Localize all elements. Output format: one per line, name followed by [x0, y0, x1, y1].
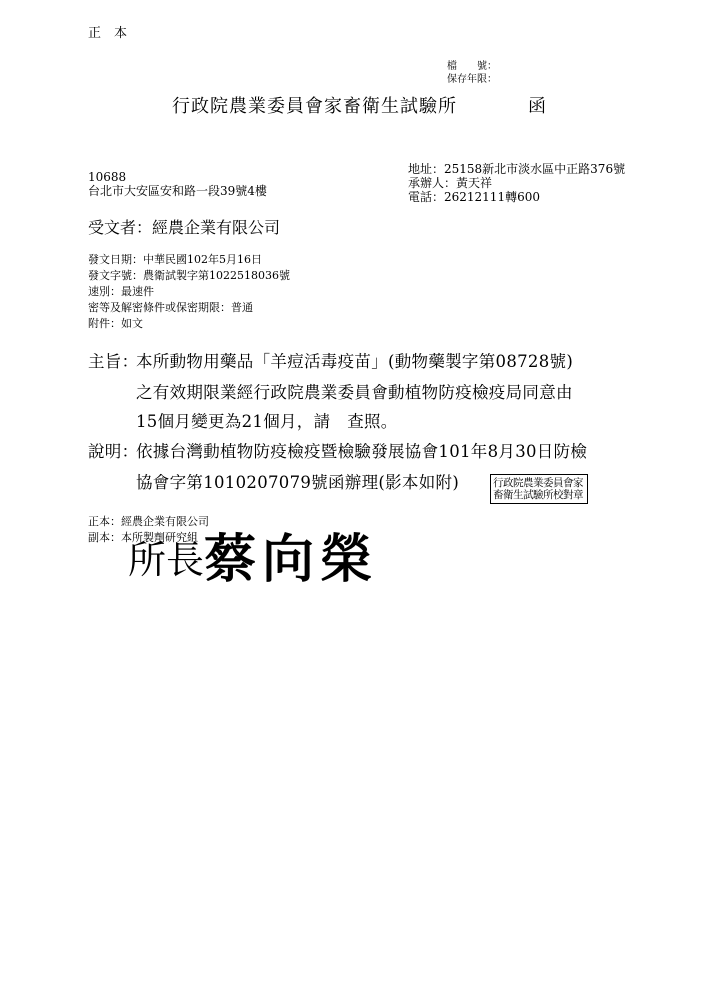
- file-number-label: 檔 號：: [447, 61, 497, 72]
- subject-line-1: 本所動物用藥品「羊痘活毒疫苗」(動物藥製字第08728號): [136, 352, 574, 371]
- distribution-original: 正本：經農企業有限公司: [88, 515, 209, 528]
- security-level: 密等及解密條件或保密期限：普通: [88, 301, 253, 314]
- subject-line-2: 之有效期限業經行政院農業委員會動植物防疫檢疫局同意由: [136, 383, 573, 402]
- explanation-line-2: 協會字第1010207079號函辦理(影本如附): [136, 473, 460, 492]
- reference-number: 發文字號：農衛試製字第1022518036號: [88, 269, 290, 282]
- retention-period-label: 保存年限：: [447, 74, 497, 85]
- signature-title: 所長: [128, 538, 205, 582]
- proofreading-seal: [490, 474, 588, 504]
- recipient-postcode: 10688: [88, 170, 127, 184]
- explanation-line-1: 依據台灣動植物防疫檢疫暨檢驗發展協會101年8月30日防檢: [136, 442, 588, 461]
- subject-line-3: 15個月變更為21個月，請 查照。: [136, 412, 398, 431]
- addressee-line: [88, 218, 280, 238]
- seal-line-1: 行政院農業委員會家: [493, 477, 583, 489]
- seal-line-2: 畜衛生試驗所校對章: [493, 489, 583, 501]
- attachment-note: 附件：如文: [88, 317, 143, 330]
- signature-name: 蔡向榮: [204, 530, 379, 590]
- document-type: 函: [528, 96, 546, 117]
- explanation-label: 說明：: [88, 442, 139, 461]
- subject-label: 主旨：: [88, 352, 139, 371]
- sender-address: 地址：25158新北市淡水區中正路376號: [408, 162, 626, 176]
- delivery-speed: 速別：最速件: [88, 285, 154, 298]
- addressee-name: 經農企業有限公司: [152, 218, 281, 237]
- distribution-copy: 副本：本所製劑研究組: [88, 531, 198, 544]
- recipient-address: 台北市大安區安和路一段39號4樓: [88, 184, 267, 198]
- issue-date: 發文日期：中華民國102年5月16日: [88, 253, 262, 266]
- sender-phone: 電話：26212111轉600: [408, 190, 540, 204]
- sender-contact: 承辦人：黃天祥: [408, 176, 493, 190]
- original-copy-mark: 正 本: [88, 26, 128, 41]
- agency-title: 行政院農業委員會家畜衛生試驗所: [172, 96, 457, 117]
- addressee-label: 受文者：: [88, 218, 153, 237]
